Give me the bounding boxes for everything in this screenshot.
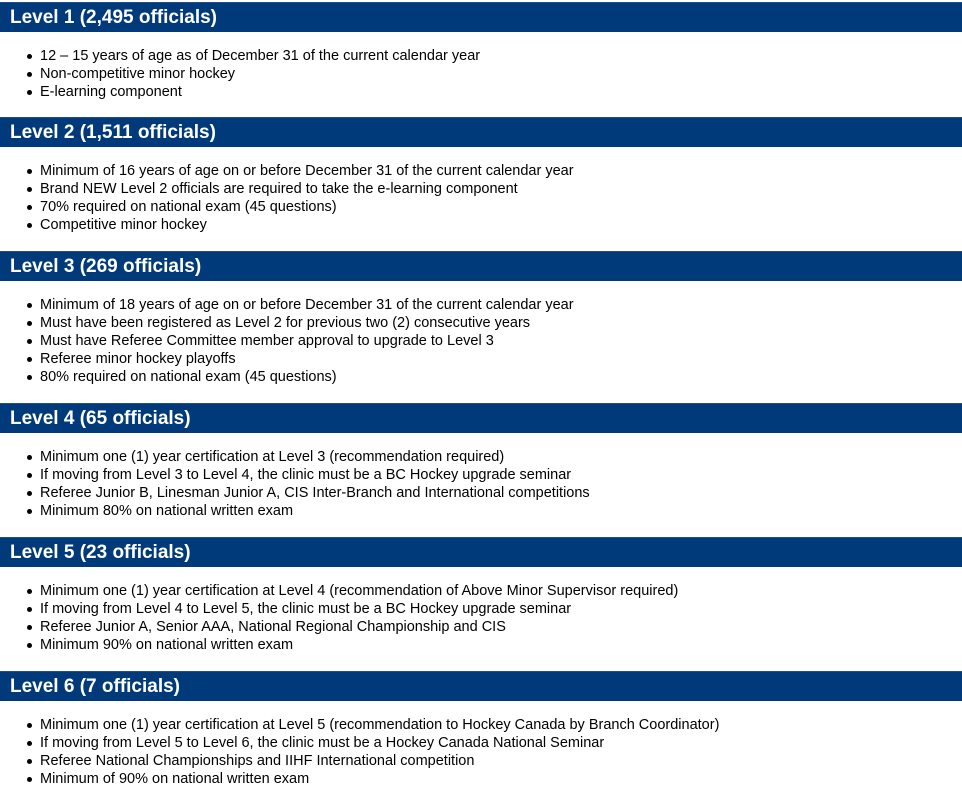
level-6-heading: Level 6 (7 officials) (0, 671, 962, 701)
level-6-requirements (0, 716, 719, 788)
level-2-section (0, 117, 962, 233)
level-2-requirements (0, 162, 574, 234)
level-5-heading: Level 5 (23 officials) (0, 537, 962, 567)
list-item: If moving from Level 4 to Level 5, the clinic must be a BC Hockey upgrade seminar (0, 600, 678, 618)
list-item: Referee Junior B, Linesman Junior A, CIS Inter-Branch and International competitions (0, 484, 590, 502)
list-item: Minimum one (1) year certification at Level 3 (recommendation required) (0, 448, 590, 466)
list-item: Minimum of 16 years of age on or before December 31 of the current calendar year (0, 162, 574, 180)
list-item: Must have been registered as Level 2 for previous two (2) consecutive years (0, 314, 574, 332)
list-item: Must have Referee Committee member approval to upgrade to Level 3 (0, 332, 574, 350)
list-item: Minimum of 18 years of age on or before December 31 of the current calendar year (0, 296, 574, 314)
level-4-section (0, 403, 962, 519)
list-item: Minimum 80% on national written exam (0, 502, 590, 520)
level-3-heading: Level 3 (269 officials) (0, 251, 962, 281)
level-1-requirements (0, 47, 480, 101)
level-6-section (0, 671, 962, 787)
list-item: Referee Junior A, Senior AAA, National Regional Championship and CIS (0, 618, 678, 636)
list-item: 12 – 15 years of age as of December 31 of the current calendar year (0, 47, 480, 65)
list-item: Minimum one (1) year certification at Level 4 (recommendation of Above Minor Supervisor required) (0, 582, 678, 600)
list-item: If moving from Level 3 to Level 4, the clinic must be a BC Hockey upgrade seminar (0, 466, 590, 484)
level-2-heading: Level 2 (1,511 officials) (0, 117, 962, 147)
list-item: Minimum of 90% on national written exam (0, 770, 719, 788)
list-item: Minimum 90% on national written exam (0, 636, 678, 654)
level-5-section (0, 537, 962, 653)
level-5-requirements (0, 582, 678, 654)
list-item: Brand NEW Level 2 officials are required to take the e-learning component (0, 180, 574, 198)
level-1-heading: Level 1 (2,495 officials) (0, 2, 962, 32)
level-1-section (0, 2, 962, 100)
level-4-requirements (0, 448, 590, 520)
list-item: Non-competitive minor hockey (0, 65, 480, 83)
list-item: 80% required on national exam (45 questions) (0, 368, 574, 386)
list-item: Minimum one (1) year certification at Level 5 (recommendation to Hockey Canada by Branch Coordinator) (0, 716, 719, 734)
list-item: E-learning component (0, 83, 480, 101)
list-item: If moving from Level 5 to Level 6, the clinic must be a Hockey Canada National Seminar (0, 734, 719, 752)
level-3-requirements (0, 296, 574, 386)
list-item: 70% required on national exam (45 questions) (0, 198, 574, 216)
list-item: Referee National Championships and IIHF International competition (0, 752, 719, 770)
list-item: Referee minor hockey playoffs (0, 350, 574, 368)
level-3-section (0, 251, 962, 385)
list-item: Competitive minor hockey (0, 216, 574, 234)
level-4-heading: Level 4 (65 officials) (0, 403, 962, 433)
